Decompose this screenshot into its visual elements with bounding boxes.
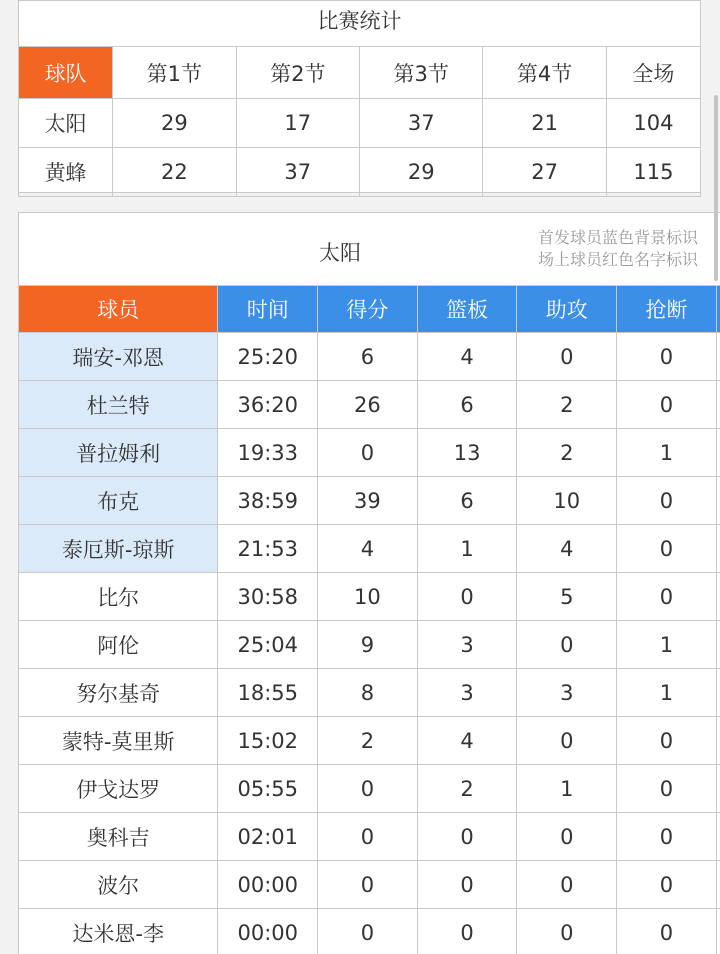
header-total: 全场 xyxy=(606,47,700,99)
overflow-column-cell xyxy=(716,621,720,669)
player-minutes: 18:55 xyxy=(218,669,318,717)
player-name: 奥科吉 xyxy=(19,813,218,861)
player-name: 波尔 xyxy=(19,861,218,909)
overflow-column-cell xyxy=(716,333,720,381)
overflow-column-cell xyxy=(716,477,720,525)
overflow-column-cell xyxy=(716,381,720,429)
player-points: 0 xyxy=(318,813,418,861)
player-points: 2 xyxy=(318,717,418,765)
player-rebounds: 0 xyxy=(417,813,517,861)
team-name-cell: 黄蜂 xyxy=(19,148,113,197)
total-score: 115 xyxy=(606,148,700,197)
player-points: 0 xyxy=(318,909,418,954)
player-points: 4 xyxy=(318,525,418,573)
player-name: 普拉姆利 xyxy=(19,429,218,477)
player-rebounds: 13 xyxy=(417,429,517,477)
player-points: 0 xyxy=(318,765,418,813)
player-points: 0 xyxy=(318,429,418,477)
player-minutes: 21:53 xyxy=(218,525,318,573)
overflow-column-cell xyxy=(716,717,720,765)
player-assists: 10 xyxy=(517,477,617,525)
player-name: 阿伦 xyxy=(19,621,218,669)
player-minutes: 02:01 xyxy=(218,813,318,861)
header-rebounds: 篮板 xyxy=(417,286,517,333)
player-assists: 1 xyxy=(517,765,617,813)
player-assists: 4 xyxy=(517,525,617,573)
score-row xyxy=(19,148,701,197)
player-row xyxy=(19,333,720,381)
player-points: 8 xyxy=(318,669,418,717)
player-row xyxy=(19,477,720,525)
player-row xyxy=(19,621,720,669)
overflow-column-cell xyxy=(716,909,720,954)
player-row xyxy=(19,813,720,861)
quarter-score-table xyxy=(18,46,701,197)
player-assists: 2 xyxy=(517,381,617,429)
q2-score: 37 xyxy=(236,148,359,197)
player-minutes: 30:58 xyxy=(218,573,318,621)
header-team: 球队 xyxy=(19,47,113,99)
team-boxscore-panel xyxy=(18,212,720,954)
player-steals: 0 xyxy=(617,909,717,954)
player-row xyxy=(19,525,720,573)
player-row xyxy=(19,765,720,813)
overflow-column-cell xyxy=(716,429,720,477)
player-points: 6 xyxy=(318,333,418,381)
player-points: 9 xyxy=(318,621,418,669)
player-minutes: 05:55 xyxy=(218,765,318,813)
player-name: 蒙特-莫里斯 xyxy=(19,717,218,765)
q4-score: 21 xyxy=(483,99,606,148)
player-steals: 0 xyxy=(617,381,717,429)
player-points: 26 xyxy=(318,381,418,429)
player-points: 10 xyxy=(318,573,418,621)
header-q2: 第2节 xyxy=(236,47,359,99)
player-assists: 0 xyxy=(517,333,617,381)
player-row xyxy=(19,429,720,477)
player-minutes: 25:20 xyxy=(218,333,318,381)
player-rebounds: 1 xyxy=(417,525,517,573)
header-overflow-column xyxy=(716,286,720,333)
q1-score: 29 xyxy=(113,99,236,148)
player-points: 39 xyxy=(318,477,418,525)
header-player: 球员 xyxy=(19,286,218,333)
player-steals: 1 xyxy=(617,669,717,717)
overflow-column-cell xyxy=(716,813,720,861)
q1-score: 22 xyxy=(113,148,236,197)
player-steals: 0 xyxy=(617,861,717,909)
player-assists: 3 xyxy=(517,669,617,717)
player-steals: 1 xyxy=(617,621,717,669)
player-points: 0 xyxy=(318,861,418,909)
player-rebounds: 0 xyxy=(417,573,517,621)
player-steals: 1 xyxy=(617,429,717,477)
player-rebounds: 6 xyxy=(417,381,517,429)
player-rebounds: 0 xyxy=(417,909,517,954)
player-minutes: 19:33 xyxy=(218,429,318,477)
header-points: 得分 xyxy=(318,286,418,333)
scrollbar[interactable] xyxy=(714,95,718,281)
player-assists: 0 xyxy=(517,621,617,669)
player-name: 比尔 xyxy=(19,573,218,621)
boxscore-team-name: 太阳 xyxy=(319,241,361,265)
player-name: 布克 xyxy=(19,477,218,525)
legend-oncourt-note: 场上球员红色名字标识 xyxy=(537,250,698,269)
q3-score: 37 xyxy=(359,99,482,148)
player-row xyxy=(19,717,720,765)
overflow-column-cell xyxy=(716,765,720,813)
overflow-column-cell xyxy=(716,861,720,909)
player-rebounds: 0 xyxy=(417,861,517,909)
player-steals: 0 xyxy=(617,765,717,813)
total-score: 104 xyxy=(606,99,700,148)
player-table-header xyxy=(19,286,720,333)
player-assists: 2 xyxy=(517,429,617,477)
player-minutes: 00:00 xyxy=(218,909,318,954)
overflow-column-cell xyxy=(716,573,720,621)
player-minutes: 25:04 xyxy=(218,621,318,669)
player-row xyxy=(19,861,720,909)
player-rebounds: 3 xyxy=(417,621,517,669)
player-minutes: 15:02 xyxy=(218,717,318,765)
player-row xyxy=(19,381,720,429)
legend xyxy=(538,227,698,271)
player-name: 瑞安-邓恩 xyxy=(19,333,218,381)
player-name: 杜兰特 xyxy=(19,381,218,429)
player-rebounds: 4 xyxy=(417,717,517,765)
player-minutes: 38:59 xyxy=(218,477,318,525)
header-q1: 第1节 xyxy=(113,47,236,99)
team-name-cell: 太阳 xyxy=(19,99,113,148)
player-name: 努尔基奇 xyxy=(19,669,218,717)
player-name: 达米恩-李 xyxy=(19,909,218,954)
header-q4: 第4节 xyxy=(483,47,606,99)
player-assists: 0 xyxy=(517,813,617,861)
player-row xyxy=(19,909,720,954)
player-row xyxy=(19,573,720,621)
player-steals: 0 xyxy=(617,813,717,861)
player-name: 伊戈达罗 xyxy=(19,765,218,813)
player-steals: 0 xyxy=(617,717,717,765)
header-assists: 助攻 xyxy=(517,286,617,333)
player-name: 泰厄斯-琼斯 xyxy=(19,525,218,573)
player-assists: 0 xyxy=(517,909,617,954)
overflow-column-cell xyxy=(716,669,720,717)
player-assists: 0 xyxy=(517,717,617,765)
player-assists: 0 xyxy=(517,861,617,909)
boxscore-header xyxy=(19,213,720,286)
player-steals: 0 xyxy=(617,525,717,573)
q3-score: 29 xyxy=(359,148,482,197)
player-assists: 5 xyxy=(517,573,617,621)
score-row xyxy=(19,99,701,148)
player-steals: 0 xyxy=(617,333,717,381)
player-row xyxy=(19,669,720,717)
player-rebounds: 3 xyxy=(417,669,517,717)
header-time: 时间 xyxy=(218,286,318,333)
header-q3: 第3节 xyxy=(359,47,482,99)
player-minutes: 36:20 xyxy=(218,381,318,429)
legend-starter-note: 首发球员蓝色背景标识 xyxy=(537,228,698,247)
player-rebounds: 4 xyxy=(417,333,517,381)
player-steals: 0 xyxy=(617,477,717,525)
player-rebounds: 2 xyxy=(417,765,517,813)
player-stats-table xyxy=(18,285,720,954)
player-minutes: 00:00 xyxy=(218,861,318,909)
overflow-column-cell xyxy=(716,525,720,573)
game-summary-title: 比赛统计 xyxy=(317,9,402,33)
player-rows xyxy=(19,333,720,954)
player-steals: 0 xyxy=(617,573,717,621)
q4-score: 27 xyxy=(483,148,606,197)
q2-score: 17 xyxy=(236,99,359,148)
game-summary-panel xyxy=(18,0,701,193)
header-steals: 抢断 xyxy=(617,286,717,333)
player-rebounds: 6 xyxy=(417,477,517,525)
score-table-header xyxy=(19,47,701,99)
